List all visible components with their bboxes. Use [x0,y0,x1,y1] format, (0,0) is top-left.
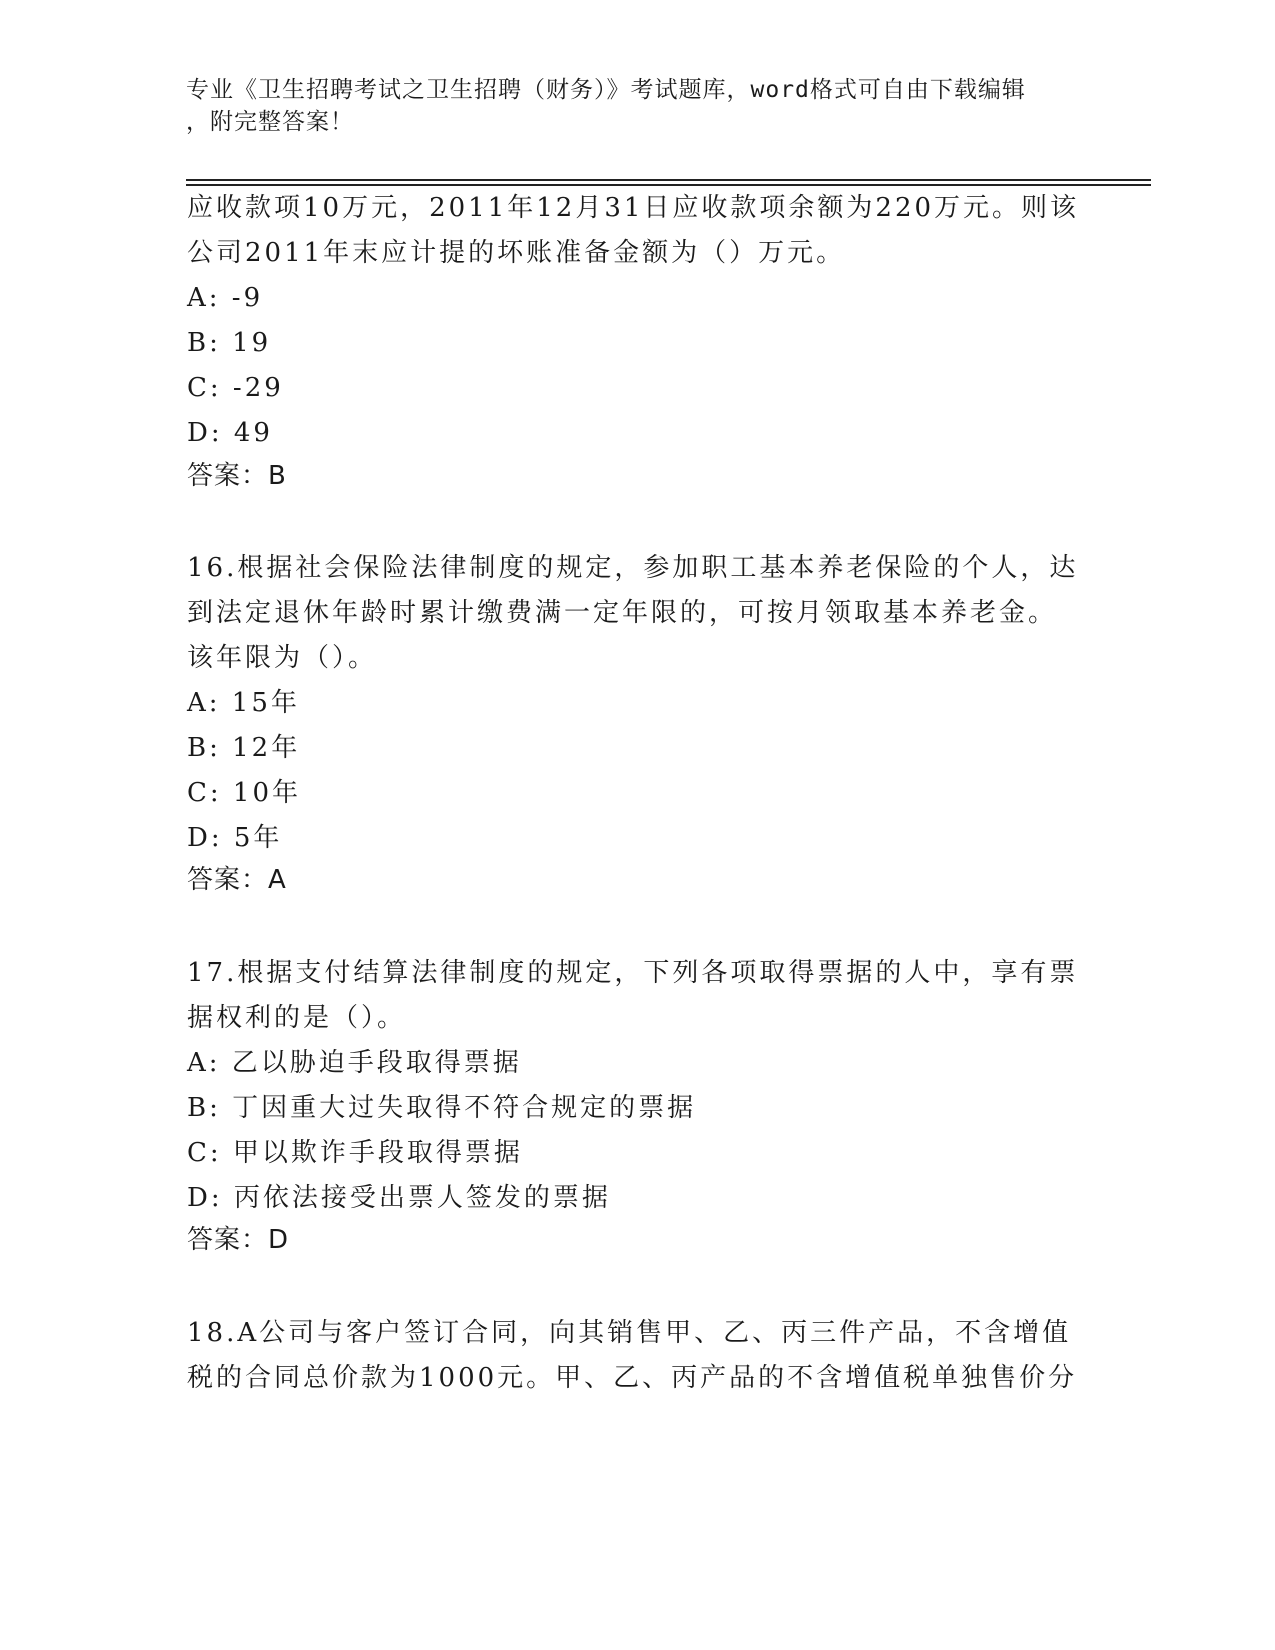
q17-stem-line-1: 17.根据支付结算法律制度的规定，下列各项取得票据的人中，享有票 [187,958,1079,988]
q17-option-d: D: 丙依法接受出票人签发的票据 [187,1183,611,1213]
q15-option-c: C: -29 [187,373,284,403]
q17-option-c: C: 甲以欺诈手段取得票据 [187,1138,523,1168]
header-line-1: 专业《卫生招聘考试之卫生招聘（财务）》考试题库，word格式可自由下载编辑 [186,77,1026,103]
q15-continuation-line-1: 应收款项10万元，2011年12月31日应收款项余额为220万元。则该 [187,193,1080,223]
q15-continuation-line-2: 公司2011年末应计提的坏账准备金额为（）万元。 [187,238,846,268]
q16-option-a: A: 15年 [187,688,300,718]
q16-stem-line-2: 到法定退休年龄时累计缴费满一定年限的，可按月领取基本养老金。 [187,598,1058,628]
q16-stem-line-1: 16.根据社会保险法律制度的规定，参加职工基本养老保险的个人，达 [187,553,1079,583]
q16-option-d: D: 5年 [187,823,283,853]
q17-option-a: A: 乙以胁迫手段取得票据 [187,1048,522,1078]
header-divider-bottom [186,184,1151,186]
q16-option-b: B: 12年 [187,733,301,763]
q17-answer: 答案：D [187,1225,290,1255]
q17-option-b: B: 丁因重大过失取得不符合规定的票据 [187,1093,697,1123]
q16-answer: 答案：A [187,865,287,895]
q15-answer: 答案：B [187,461,287,491]
document-header [186,74,1066,138]
q15-option-a: A: -9 [187,283,264,313]
q16-option-c: C: 10年 [187,778,302,808]
header-line-2: ，附完整答案！ [186,109,354,135]
q15-option-b: B: 19 [187,328,272,358]
q18-stem-line-2: 税的合同总价款为1000元。甲、乙、丙产品的不含增值税单独售价分 [187,1363,1078,1393]
q18-stem-line-1: 18.A公司与客户签订合同，向其销售甲、乙、丙三件产品，不含增值 [187,1318,1072,1348]
header-divider-top [186,179,1151,181]
q16-stem-line-3: 该年限为（）。 [187,643,378,673]
q17-stem-line-2: 据权利的是（）。 [187,1003,407,1033]
q15-option-d: D: 49 [187,418,273,448]
